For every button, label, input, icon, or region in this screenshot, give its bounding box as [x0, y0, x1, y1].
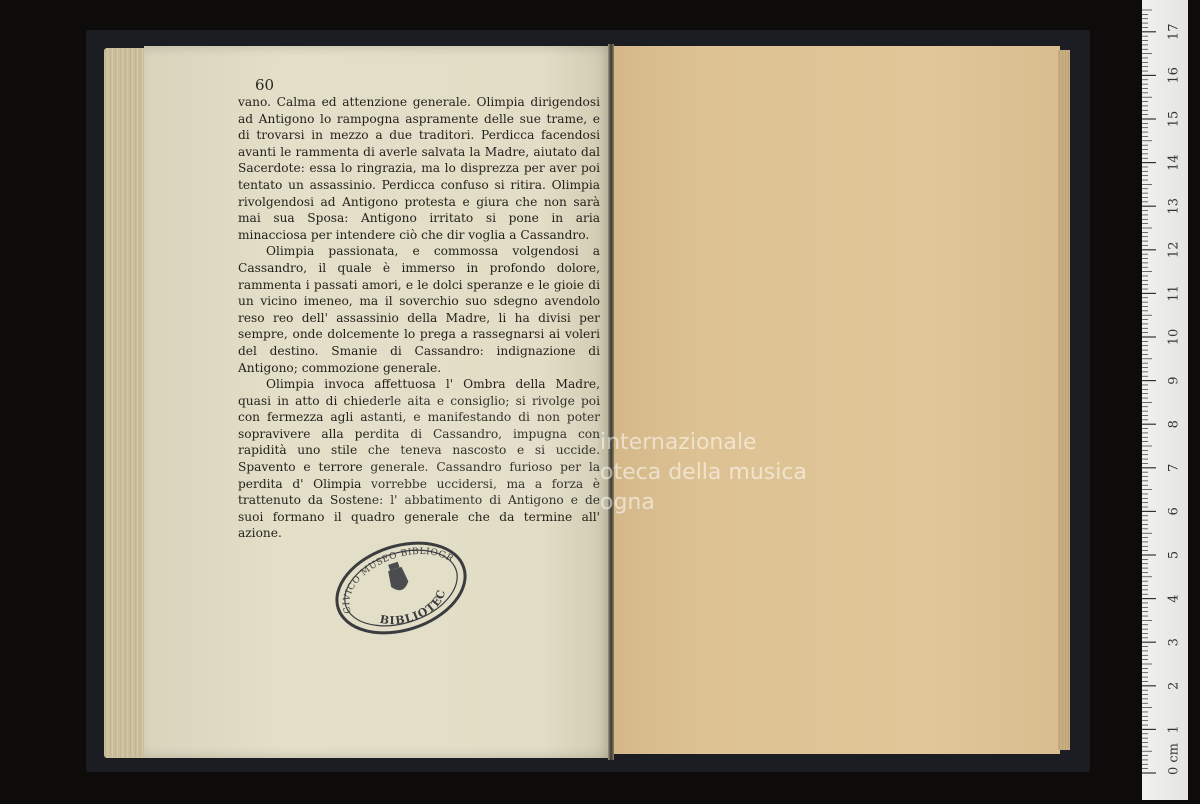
measurement-ruler [1142, 0, 1188, 800]
ruler-mark-label: 13 [1166, 197, 1182, 215]
ruler-mark-label: 1 [1166, 725, 1182, 734]
ruler-mark-label: 11 [1166, 285, 1182, 302]
ruler-mark-label: 8 [1166, 420, 1182, 429]
library-stamp [330, 538, 472, 638]
page-number: 60 [255, 76, 275, 94]
stamp-inner-text: BIBLIOTECA [378, 587, 449, 628]
watermark-line-2: oteca della musica [600, 460, 807, 485]
ruler-mark-label: 17 [1166, 23, 1182, 41]
ruler-mark-label: 10 [1166, 328, 1182, 346]
ruler-scale [1142, 0, 1188, 800]
ruler-mark-label: 12 [1166, 241, 1182, 259]
ruler-mark-label: 7 [1166, 463, 1182, 472]
watermark-line-1: internazionale [600, 430, 757, 455]
ruler-mark-label: 9 [1166, 376, 1182, 385]
ruler-mark-label: 2 [1166, 681, 1182, 690]
book-gutter [608, 44, 614, 760]
watermark-logo [368, 398, 598, 508]
paragraph-1: vano. Calma ed attenzione generale. Olimpia dirigendosi ad Antigono lo rampogna aspramente delle sue trame, e di trovarsi in mezzo a due traditori. Perdicca facendosi avanti le rammenta di averle salvata la Madre, aiutato dal Sacerdote: essa lo ringrazia, ma lo disprezza per aver poi tentato un assassinio. Perdicca confuso si ritira. Olimpia rivolgendosi ad Antigono protesta e giura che non sarà mai sua Sposa: Antigono irritato si pone in aria minacciosa per intendere ciò che dir voglia a Cassandro. [238, 95, 600, 242]
ruler-mark-label: 14 [1166, 154, 1182, 171]
ruler-mark-label: 16 [1166, 67, 1182, 84]
paragraph-3: Olimpia invoca affettuosa l' Ombra della Madre, quasi in atto di chiederle aita e consiglio; si rivolge poi con fermezza agli astanti, e manifestando di non poter sopravivere alla perdita di Cassandro, impugna con rapidità uno stile che teneva nascosto e si uccide. Spavento e terrore generale. Cassandro furioso per la perdita d' Olimpia vorrebbe uccidersi, ma a forza è trattenuto da Sostene: l' abbatimento di Antigono e de suoi formano il quadro generale che da termine all' azione. [238, 377, 600, 541]
ruler-mark-label: 6 [1166, 507, 1182, 516]
right-page-edges [1058, 50, 1070, 750]
ruler-mark-label: 5 [1166, 550, 1182, 560]
watermark-line-3: ogna [600, 490, 655, 515]
coat-of-arms-icon [386, 566, 410, 592]
ruler-mark-label: 3 [1166, 638, 1182, 647]
ruler-unit-label: 0 cm [1166, 742, 1182, 776]
watermark-text [600, 428, 807, 518]
ruler-mark-label: 15 [1166, 110, 1182, 128]
right-page-blank [612, 46, 1060, 754]
ruler-mark-label: 4 [1166, 594, 1182, 603]
stamp-outer-text: CIVICO MUSEO BIBLIOGRAFICO [342, 546, 455, 615]
paragraph-2: Olimpia passionata, e commossa volgendosi a Cassandro, il quale è immerso in profondo dolore, rammenta i passati amori, e le dolci speranze e le gioie di un vicino imeneo, ma il soverchio suo sdegno avendolo reso reo dell' assassinio della Madre, li ha divisi per sempre, onde dolcemente lo prega a rassegnarsi ai voleri del destino. Smanie di Cassandro: indignazione di Antigono; commozione generale. [238, 244, 600, 375]
